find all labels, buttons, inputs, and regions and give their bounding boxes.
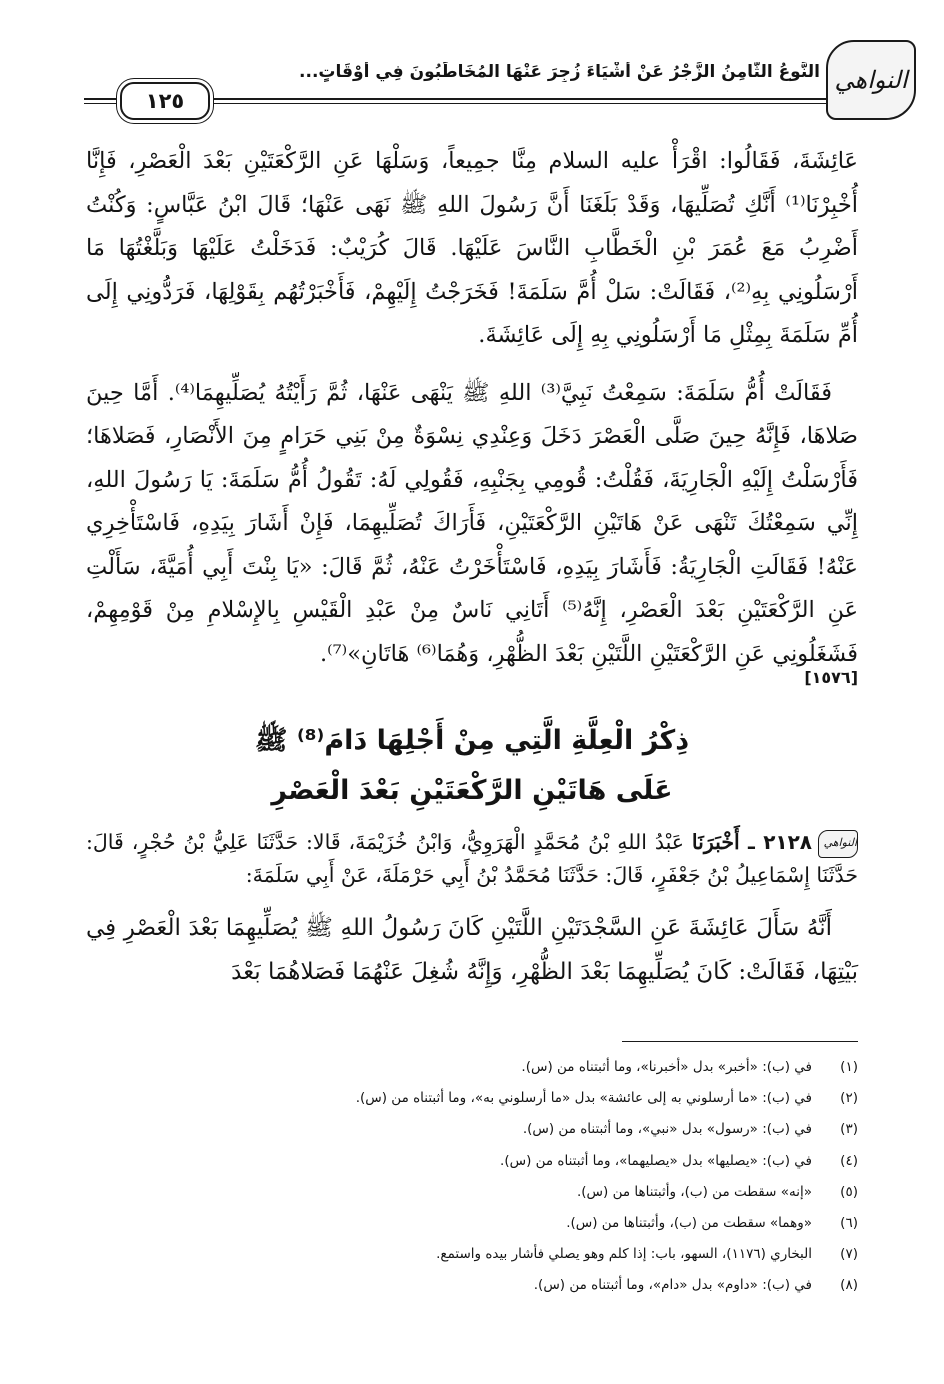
footnote-item	[86, 1270, 858, 1301]
footnote-number: (٣)	[840, 1121, 858, 1138]
footnote-number: (٧)	[840, 1246, 858, 1263]
footnote-item	[86, 1177, 858, 1208]
footnote-item	[86, 1208, 858, 1239]
hadith-reference-number: [١٥٧٦]	[804, 668, 858, 687]
footnote-text: «وهما» سقطت من (ب)، وأثبتناها من (س).	[566, 1215, 812, 1232]
footnote-text: في (ب): «داوم» بدل «دام»، وما أثبتناه من (س).	[533, 1277, 812, 1294]
footnote-text: في (ب): «أخبر» بدل «أخبرنا»، وما أثبتناه من (س).	[521, 1059, 812, 1075]
paragraph-1: عَائِشَةَ، فَقَالُوا: اقْرَأْ عليه السلام مِنَّا جمِيعاً، وَسَلْهَا عَنِ الرَّكْعَتَيْنِ بَعْدَ الْعَصْرِ، فَإِنَّا أُخْبِرْنَا⁽¹⁾ أَنَّكِ تُصَلِّيهَا، وَقَدْ بَلَغَنَا أَنَّ رَسُولَ اللهِ ﷺ نَهَى عَنْهَا؛ قَالَ ابْنُ عَبَّاسٍ: وَكُنْتُ أَضْرِبُ مَعَ عُمَرَ بْنِ الْخَطَّابِ النَّاسَ عَلَيْهَا. قَالَ كُرَيْبٌ: فَدَخَلْتُ عَلَيْهَا وَبَلَّغْتُهَا مَا أَرْسَلُونِي بِهِ⁽²⁾، فَقَالَتْ: سَلْ أُمَّ سَلَمَةَ! فَخَرَجْتُ إِلَيْهِمْ، فَأَخْبَرْتُهُم بِقَوْلِهَا، فَرَدُّونِي إِلَى أُمِّ سَلَمَةَ بِمِثْلِ مَا أَرْسَلُونِي بِهِ إِلَى عَائِشَةَ.	[86, 148, 859, 348]
footnote-number: (٢)	[840, 1090, 858, 1107]
footnote-item	[86, 1083, 858, 1114]
hadith-lead-word: أَخْبَرَنَا	[691, 830, 740, 854]
footnote-item	[86, 1114, 858, 1145]
hadith-isnad-text: عَبْدُ اللهِ بْنُ مُحَمَّدٍ الْهَرَوِيُّ، وَابْنُ خُزَيْمَةَ، قَالا: حَدَّثَنَا عَلِيُّ بْنُ حُجْرٍ، قَالَ: حَدَّثَنَا إِسْمَاعِيلُ بْنُ جَعْفَرٍ، قَالَ: حَدَّثَنَا مُحَمَّدُ بْنُ أَبِي حَرْمَلَةَ، عَنْ أَبِي سَلَمَةَ:	[86, 830, 858, 887]
footnote-text: في (ب): «يصليها» بدل «يصليهما»، وما أثبتناه من (س).	[500, 1152, 812, 1169]
hadith-matn: أَنَّهُ سَأَلَ عَائِشَةَ عَنِ السَّجْدَتَيْنِ اللَّتَيْنِ كَانَ رَسُولُ اللهِ ﷺ يُصَلِّيهِمَا بَعْدَ الْعَصْرِ فِي بَيْتِهَا، فَقَالَتْ: كَانَ يُصَلِّيهِمَا بَعْدَ الظُّهْرِ، وَإِنَّهُ شُغِلَ عَنْهُمَا فَصَلاهُمَا بَعْدَ	[86, 915, 858, 985]
footnote-number: (٦)	[840, 1215, 858, 1232]
section-heading-line-1: ذِكْرُ الْعِلَّةِ الَّتِي مِنْ أَجْلِهَا دَامَ⁽⁸⁾ ﷺ	[254, 725, 690, 756]
book-logo-icon	[826, 40, 916, 120]
paragraph-2	[86, 372, 858, 689]
footnote-item	[86, 1052, 858, 1083]
section-heading-line-2: عَلَى هَاتَيْنِ الرَّكْعَتَيْنِ بَعْدَ الْعَصْرِ	[271, 775, 673, 806]
logo-text: النواهي	[834, 66, 908, 94]
footnote-separator	[622, 1041, 858, 1042]
footnote-item	[86, 1146, 858, 1177]
footnote-number: (٥)	[840, 1183, 858, 1200]
footnote-text: «إنه» سقطت من (ب)، وأثبتناها من (س).	[577, 1183, 812, 1200]
page-header	[84, 40, 916, 124]
hadith-number: ٢١٢٨ ـ	[739, 830, 813, 854]
footnote-item	[86, 1239, 858, 1270]
footnotes	[86, 1052, 858, 1302]
footnote-text: البخاري (١١٧٦)، السهو، باب: إذا كلم وهو يصلي فأشار بيده واستمع.	[436, 1246, 812, 1263]
hadith-isnad	[86, 826, 858, 892]
section-heading	[86, 716, 858, 816]
footnote-text: في (ب): «ما أرسلوني به إلى عائشة» بدل «ما أرسلوني به»، وما أثبتناه من (س).	[355, 1090, 812, 1107]
hadith-marker-icon: النواهي	[818, 830, 858, 858]
footnote-number: (٤)	[840, 1152, 858, 1169]
footnote-number: (١)	[840, 1059, 858, 1075]
footnote-number: (٨)	[840, 1277, 858, 1294]
main-text	[86, 140, 858, 994]
page-number: ١٢٥	[120, 82, 210, 120]
paragraph-2-text: فَقَالَتْ أُمُّ سَلَمَةَ: سَمِعْتُ نَبِيَّ⁽³⁾ اللهِ ﷺ يَنْهَى عَنْهَا، ثُمَّ رَأَيْتُهُ يُصَلِّيهِمَا⁽⁴⁾. أَمَّا حِينَ صَلاهَا، فَإِنَّهُ حِينَ صَلَّى الْعَصْرَ دَخَلَ وَعِنْدِي نِسْوَةٌ مِنْ بَنِي حَرَامٍ مِنَ الأَنْصَارِ، فَصَلاهَا؛ فَأَرْسَلْتُ إِلَيْهِ الْجَارِيَةَ، فَقُلْتُ: قُومِي بِجَنْبِهِ، فَقُولِي لَهُ: تَقُولُ أُمُّ سَلَمَةَ: يَا رَسُولَ اللهِ، إِنِّي سَمِعْتُكَ تَنْهَى عَنْ هَاتَيْنِ الرَّكْعَتَيْنِ، فَأَرَاكَ تُصَلِّيهِمَا، فَإِنْ أَشَارَ بِيَدِهِ، فَاسْتَأْخِرِي عَنْهُ! فَقَالَتِ الْجَارِيَةُ: فَأَشَارَ بِيَدِهِ، فَاسْتَأْخَرْتُ عَنْهُ، ثُمَّ قَالَ: «يَا بِنْتَ أَبِي أُمَيَّةَ، سَأَلْتِ عَنِ الرَّكْعَتَيْنِ بَعْدَ الْعَصْرِ، إِنَّهُ⁽⁵⁾ أَتَانِي نَاسٌ مِنْ عَبْدِ الْقَيْسِ بِالإِسْلامِ مِنْ قَوْمِهِمْ، فَشَغَلُونِي عَنِ الرَّكْعَتَيْنِ اللَّتَيْنِ بَعْدَ الظُّهْرِ، وَهُمَا⁽⁶⁾ هَاتَانِ»⁽⁷⁾.	[86, 379, 858, 667]
running-title: النَّوعُ الثَّامِنُ الزَّجْرُ عَنْ أَشْيَاءَ زُجِرَ عَنْهَا المُخَاطَبُونَ فِي أَوْقَاتٍ...	[299, 62, 820, 82]
footnote-text: في (ب): «رسول» بدل «نبي»، وما أثبتناه من (س).	[522, 1121, 812, 1138]
